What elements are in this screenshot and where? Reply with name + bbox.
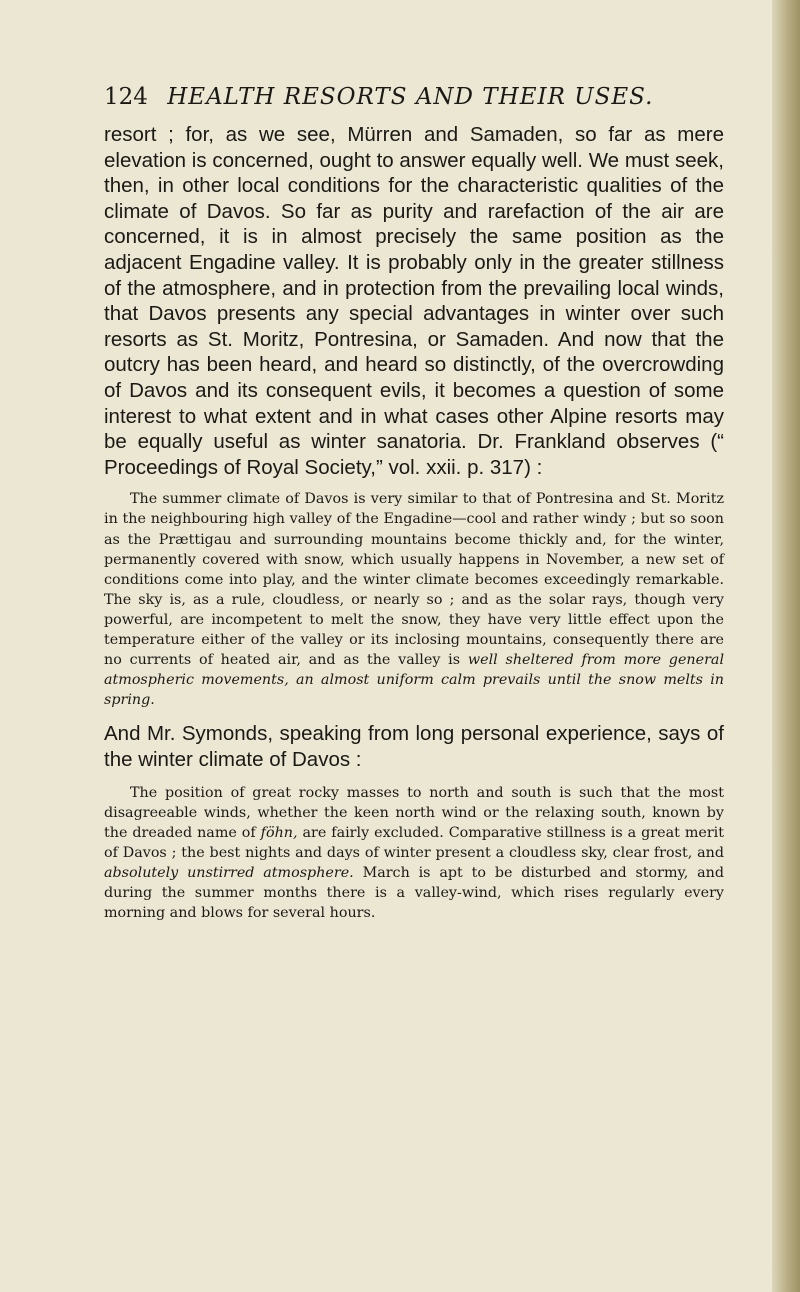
quote-2-part-2: are fairly excluded. Comparative stillness is a great merit of Davos ; the best nights and days of winter present a cloudless sky, clear frost, and (104, 824, 724, 861)
quote-2-italic-1: föhn, (260, 824, 298, 841)
running-header (104, 82, 704, 112)
quote-2-part-1: The position of great rocky masses to north and south is such that the most disagreeable winds, whether the keen north wind or the relaxing south, known by the dreaded name of (104, 784, 724, 841)
block-quote-frankland (104, 489, 724, 710)
quote-2-italic-2: absolutely unstirred atmosphere. (104, 864, 354, 881)
quote-1-italic: well sheltered from more general atmospheric movements, an almost uniform calm prevails until the snow melts in spring. (104, 652, 725, 709)
quote-1-text: The summer climate of Davos is very similar to that of Pontresina and St. Moritz in the neighbouring high valley of the Engadine—cool and rather windy ; but so soon as the Prættigau and surrounding mountains become thickly and, for the winter, permanently covered with snow, which usually happens in November, a new set of conditions come into play, and the winter climate becomes exceedingly remarkable. The sky is, as a rule, cloudless, or nearly so ; and as the solar rays, though very powerful, are incompetent to melt the snow, they have very little effect upon the temperature either of the valley or its inclosing mountains, consequently there are no currents of heated air, and as the valley is (104, 491, 724, 669)
page-edge (772, 0, 800, 1292)
body-paragraph-1: resort ; for, as we see, Mürren and Samaden, so far as mere elevation is concerned, ought to answer equally well. We must seek, then, in other local conditions for the characteristic qualities of the climate of Davos. So far as purity and rarefaction of the air are concerned, it is in almost precisely the same position as the adjacent Engadine valley. It is probably only in the greater stillness of the atmosphere, and in protection from the prevailing local winds, that Davos presents any special advantages in winter over such resorts as St. Moritz, Pontresina, or Samaden. And now that the outcry has been heard, and heard so distinctly, of the overcrowding of Davos and its consequent evils, it becomes a question of some interest to what extent and in what cases other Alpine resorts may be equally useful as winter sanatoria. Dr. Frankland observes (“ Proceedings of Royal Society,” vol. xxii. p. 317) : (104, 123, 724, 479)
body-paragraph-2: And Mr. Symonds, speaking from long personal experience, says of the winter climate of Davos : (104, 722, 724, 771)
running-title: HEALTH RESORTS AND THEIR USES. (167, 84, 654, 110)
page-number: 124 (104, 84, 148, 110)
quote-2-part-3: March is apt to be disturbed and stormy, and during the summer months there is a valley-wind, which rises regularly every morning and blows for several hours. (104, 864, 724, 922)
page-body (104, 122, 724, 923)
block-quote-symonds (104, 783, 724, 924)
